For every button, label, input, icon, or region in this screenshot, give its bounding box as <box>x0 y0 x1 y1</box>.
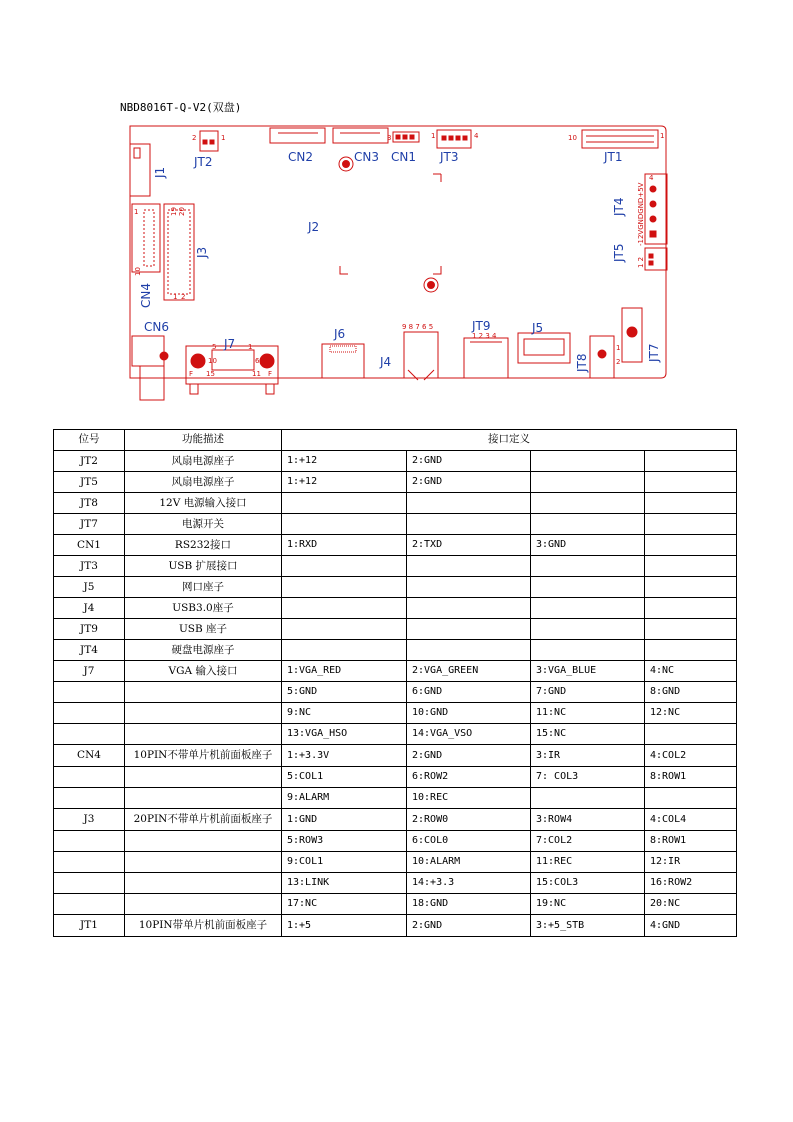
cell-pin <box>531 577 645 598</box>
cell-pin: 2:GND <box>407 451 531 472</box>
cell-pin <box>282 514 407 535</box>
pin-jt2-2: 2 <box>192 134 197 142</box>
cell-function <box>125 703 282 724</box>
cell-position <box>54 831 125 852</box>
cell-position: JT1 <box>54 915 125 937</box>
pin-cn4-10: 10 <box>134 267 142 276</box>
j2-corner-marks <box>340 174 441 274</box>
cell-pin <box>407 556 531 577</box>
cell-position: JT9 <box>54 619 125 640</box>
cell-pin <box>407 598 531 619</box>
label-jt5: JT5 <box>612 243 626 262</box>
pin-j7-11: 11 <box>252 370 261 378</box>
cell-position <box>54 767 125 788</box>
cell-pin: 3:GND <box>531 535 645 556</box>
cell-pin <box>282 577 407 598</box>
cell-function: USB 扩展接口 <box>125 556 282 577</box>
cell-function: VGA 输入接口 <box>125 661 282 682</box>
cell-pin: 7:GND <box>531 682 645 703</box>
cell-pin: 1:GND <box>282 809 407 831</box>
cell-pin <box>282 598 407 619</box>
table-row <box>54 873 737 894</box>
cell-function: USB3.0座子 <box>125 598 282 619</box>
label-cn1: CN1 <box>391 150 416 164</box>
header-function: 功能描述 <box>125 430 282 451</box>
label-cn3: CN3 <box>354 150 379 164</box>
cell-function <box>125 894 282 915</box>
cell-function <box>125 724 282 745</box>
cell-position: J3 <box>54 809 125 831</box>
cell-pin: 1:+12 <box>282 472 407 493</box>
cell-pin <box>645 535 737 556</box>
cell-pin: 10:REC <box>407 788 531 809</box>
label-jt7: JT7 <box>647 343 661 362</box>
pin-j7-1: 1 <box>248 343 253 351</box>
cell-function: 风扇电源座子 <box>125 451 282 472</box>
cell-pin: 2:ROW0 <box>407 809 531 831</box>
cell-pin <box>645 514 737 535</box>
jt1-connector <box>582 130 658 148</box>
j5-connector <box>518 333 570 363</box>
cell-function: 硬盘电源座子 <box>125 640 282 661</box>
cell-pin <box>531 514 645 535</box>
cell-position <box>54 724 125 745</box>
pin-jt1-1: 1 <box>660 132 665 140</box>
cell-pin <box>282 640 407 661</box>
cell-pin <box>531 556 645 577</box>
cell-pin: 6:ROW2 <box>407 767 531 788</box>
table-row <box>54 493 737 514</box>
label-j7: J7 <box>224 337 236 351</box>
table-row <box>54 472 737 493</box>
cell-position: CN1 <box>54 535 125 556</box>
table-row <box>54 640 737 661</box>
label-j4: J4 <box>380 355 392 369</box>
table-header-row <box>54 430 737 451</box>
cell-pin: 10:GND <box>407 703 531 724</box>
pin-j7-6: 6 <box>255 357 260 365</box>
cell-function: 10PIN不带单片机前面板座子 <box>125 745 282 767</box>
table-row <box>54 831 737 852</box>
cell-pin: 2:GND <box>407 745 531 767</box>
jt9-connector <box>464 338 508 378</box>
label-jt3: JT3 <box>440 150 459 164</box>
cell-pin <box>282 493 407 514</box>
cell-pin <box>645 472 737 493</box>
table-row <box>54 703 737 724</box>
cell-pin: 13:VGA_HSO <box>282 724 407 745</box>
cell-pin <box>531 472 645 493</box>
cell-pin <box>407 577 531 598</box>
cell-pin <box>645 598 737 619</box>
cell-pin: 8:ROW1 <box>645 831 737 852</box>
cell-function: 网口座子 <box>125 577 282 598</box>
cell-pin: 3:IR <box>531 745 645 767</box>
cell-pin: 1:VGA_RED <box>282 661 407 682</box>
cell-function <box>125 831 282 852</box>
cell-function <box>125 852 282 873</box>
label-jt2: JT2 <box>194 155 213 169</box>
cell-position: J4 <box>54 598 125 619</box>
cell-pin: 20:NC <box>645 894 737 915</box>
j6-connector <box>322 344 364 378</box>
cn6-connector <box>132 336 164 366</box>
cell-pin: 1:+12 <box>282 451 407 472</box>
cell-pin: 5:COL1 <box>282 767 407 788</box>
cell-pin <box>645 724 737 745</box>
cell-pin <box>531 451 645 472</box>
pin-cn1-3: 3 <box>387 134 392 142</box>
cell-pin: 2:GND <box>407 472 531 493</box>
cn3-connector <box>333 128 388 143</box>
table-row <box>54 514 737 535</box>
cell-pin: 6:GND <box>407 682 531 703</box>
pin-j3-20: 20 <box>178 207 186 216</box>
cell-position <box>54 873 125 894</box>
cell-pin: 10:ALARM <box>407 852 531 873</box>
cell-function: 电源开关 <box>125 514 282 535</box>
cell-pin <box>645 451 737 472</box>
cell-pin <box>531 598 645 619</box>
cell-pin <box>531 788 645 809</box>
pin-cn4-1: 1 <box>134 208 139 216</box>
cell-pin: 12:NC <box>645 703 737 724</box>
cell-pin: 14:+3.3 <box>407 873 531 894</box>
cell-position: JT4 <box>54 640 125 661</box>
cell-function: USB 座子 <box>125 619 282 640</box>
cell-pin <box>531 493 645 514</box>
table-row <box>54 745 737 767</box>
cell-position: J5 <box>54 577 125 598</box>
cell-pin <box>531 619 645 640</box>
cell-pin: 4:COL4 <box>645 809 737 831</box>
interface-table <box>53 429 737 937</box>
pin-jt1-10: 10 <box>568 134 577 142</box>
cell-pin: 11:REC <box>531 852 645 873</box>
cell-pin <box>282 556 407 577</box>
cell-pin: 3:ROW4 <box>531 809 645 831</box>
cell-pin: 3:+5_STB <box>531 915 645 937</box>
table-row <box>54 598 737 619</box>
cell-pin: 18:GND <box>407 894 531 915</box>
cell-pin: 3:VGA_BLUE <box>531 661 645 682</box>
cell-pin: 19:NC <box>531 894 645 915</box>
pin-jt3-4: 4 <box>474 132 479 140</box>
label-cn6: CN6 <box>144 320 169 334</box>
cell-function <box>125 682 282 703</box>
cell-pin: 15:NC <box>531 724 645 745</box>
table-row <box>54 809 737 831</box>
cell-position: JT3 <box>54 556 125 577</box>
cell-pin <box>407 619 531 640</box>
cell-pin: 7: COL3 <box>531 767 645 788</box>
table-row <box>54 577 737 598</box>
pin-jt8-2: 2 <box>616 358 621 366</box>
cell-pin <box>407 514 531 535</box>
cell-pin: 6:COL0 <box>407 831 531 852</box>
pin-j7-f1: F <box>189 370 194 378</box>
cell-pin: 13:LINK <box>282 873 407 894</box>
cell-pin: 4:GND <box>645 915 737 937</box>
cell-position: J7 <box>54 661 125 682</box>
header-interface: 接口定义 <box>282 430 737 451</box>
table-row <box>54 661 737 682</box>
cell-position: JT5 <box>54 472 125 493</box>
label-jt8: JT8 <box>575 353 589 372</box>
table-row <box>54 767 737 788</box>
cell-pin: 1:+5 <box>282 915 407 937</box>
table-row <box>54 556 737 577</box>
cell-function <box>125 767 282 788</box>
jt5-connector <box>645 248 667 270</box>
cell-function: 10PIN带单片机前面板座子 <box>125 915 282 937</box>
cell-pin <box>407 640 531 661</box>
table-row <box>54 788 737 809</box>
cell-pin: 2:VGA_GREEN <box>407 661 531 682</box>
cell-pin: 1:+3.3V <box>282 745 407 767</box>
label-cn2: CN2 <box>288 150 313 164</box>
cell-function: 12V 电源输入接口 <box>125 493 282 514</box>
label-jt1: JT1 <box>604 150 623 164</box>
cell-pin: 8:ROW1 <box>645 767 737 788</box>
cell-pin: 16:ROW2 <box>645 873 737 894</box>
table-row <box>54 535 737 556</box>
pin-jt9-row: 1 2 3 4 <box>472 332 497 340</box>
table-row <box>54 451 737 472</box>
cell-function: RS232接口 <box>125 535 282 556</box>
cell-pin <box>645 619 737 640</box>
label-j5: J5 <box>532 321 544 335</box>
board-diagram <box>128 118 673 403</box>
cell-pin <box>531 640 645 661</box>
label-jt4: JT4 <box>612 197 626 216</box>
cell-function: 风扇电源座子 <box>125 472 282 493</box>
cell-pin: 4:NC <box>645 661 737 682</box>
cell-pin: 9:COL1 <box>282 852 407 873</box>
pin-j3-2: 2 <box>181 293 186 301</box>
table-row <box>54 852 737 873</box>
pin-j3-1: 1 <box>173 293 178 301</box>
cell-pin: 2:GND <box>407 915 531 937</box>
label-j3: J3 <box>195 246 209 258</box>
pin-jt2-1: 1 <box>221 134 226 142</box>
table-row <box>54 894 737 915</box>
table-row <box>54 619 737 640</box>
pin-j7-15: 15 <box>206 370 215 378</box>
pin-jt4-4: 4 <box>649 174 654 182</box>
cell-position: JT7 <box>54 514 125 535</box>
table-row <box>54 915 737 937</box>
cell-position <box>54 703 125 724</box>
cell-function: 20PIN不带单片机前面板座子 <box>125 809 282 831</box>
pin-j4-row: 9 8 7 6 5 <box>402 323 434 331</box>
cell-position: JT2 <box>54 451 125 472</box>
label-cn4: CN4 <box>139 283 153 308</box>
pin-j7-5: 5 <box>212 343 217 351</box>
cell-pin: 11:NC <box>531 703 645 724</box>
pin-jt8-1: 1 <box>616 344 621 352</box>
document-title: NBD8016T-Q-V2(双盘) <box>120 101 242 114</box>
label-j6: J6 <box>334 327 346 341</box>
pin-j7-f2: F <box>268 370 273 378</box>
label-j1: J1 <box>153 166 167 178</box>
cell-position <box>54 852 125 873</box>
cell-position <box>54 682 125 703</box>
cell-pin: 14:VGA_VSO <box>407 724 531 745</box>
cell-pin: 2:TXD <box>407 535 531 556</box>
cell-function <box>125 873 282 894</box>
cell-pin <box>645 556 737 577</box>
cell-pin <box>645 577 737 598</box>
cell-pin: 9:NC <box>282 703 407 724</box>
pin-jt5-12: 1 2 <box>637 256 645 268</box>
cell-pin <box>645 493 737 514</box>
cell-pin <box>645 788 737 809</box>
pin-jt3-1: 1 <box>431 132 436 140</box>
cell-position <box>54 894 125 915</box>
cell-pin: 8:GND <box>645 682 737 703</box>
cell-pin: 5:GND <box>282 682 407 703</box>
label-jt9: JT9 <box>472 319 491 333</box>
cell-position: CN4 <box>54 745 125 767</box>
cell-function <box>125 788 282 809</box>
table-body <box>54 451 737 937</box>
cell-pin: 4:COL2 <box>645 745 737 767</box>
cell-pin: 1:RXD <box>282 535 407 556</box>
cell-pin: 15:COL3 <box>531 873 645 894</box>
cell-pin: 7:COL2 <box>531 831 645 852</box>
cell-pin: 17:NC <box>282 894 407 915</box>
cn2-connector <box>270 128 325 143</box>
header-position: 位号 <box>54 430 125 451</box>
pin-j3-19: 19 <box>170 207 178 216</box>
cell-pin: 12:IR <box>645 852 737 873</box>
cell-pin <box>407 493 531 514</box>
pin-j7-10: 10 <box>208 357 217 365</box>
label-j2: J2 <box>308 220 320 234</box>
pin-jt4-side: -12VGNDGND+5V <box>637 182 645 246</box>
table-row <box>54 724 737 745</box>
board-svg <box>128 118 673 403</box>
cell-pin: 5:ROW3 <box>282 831 407 852</box>
cell-position: JT8 <box>54 493 125 514</box>
cell-pin <box>282 619 407 640</box>
table-row <box>54 682 737 703</box>
cell-pin <box>645 640 737 661</box>
cell-pin: 9:ALARM <box>282 788 407 809</box>
cell-position <box>54 788 125 809</box>
